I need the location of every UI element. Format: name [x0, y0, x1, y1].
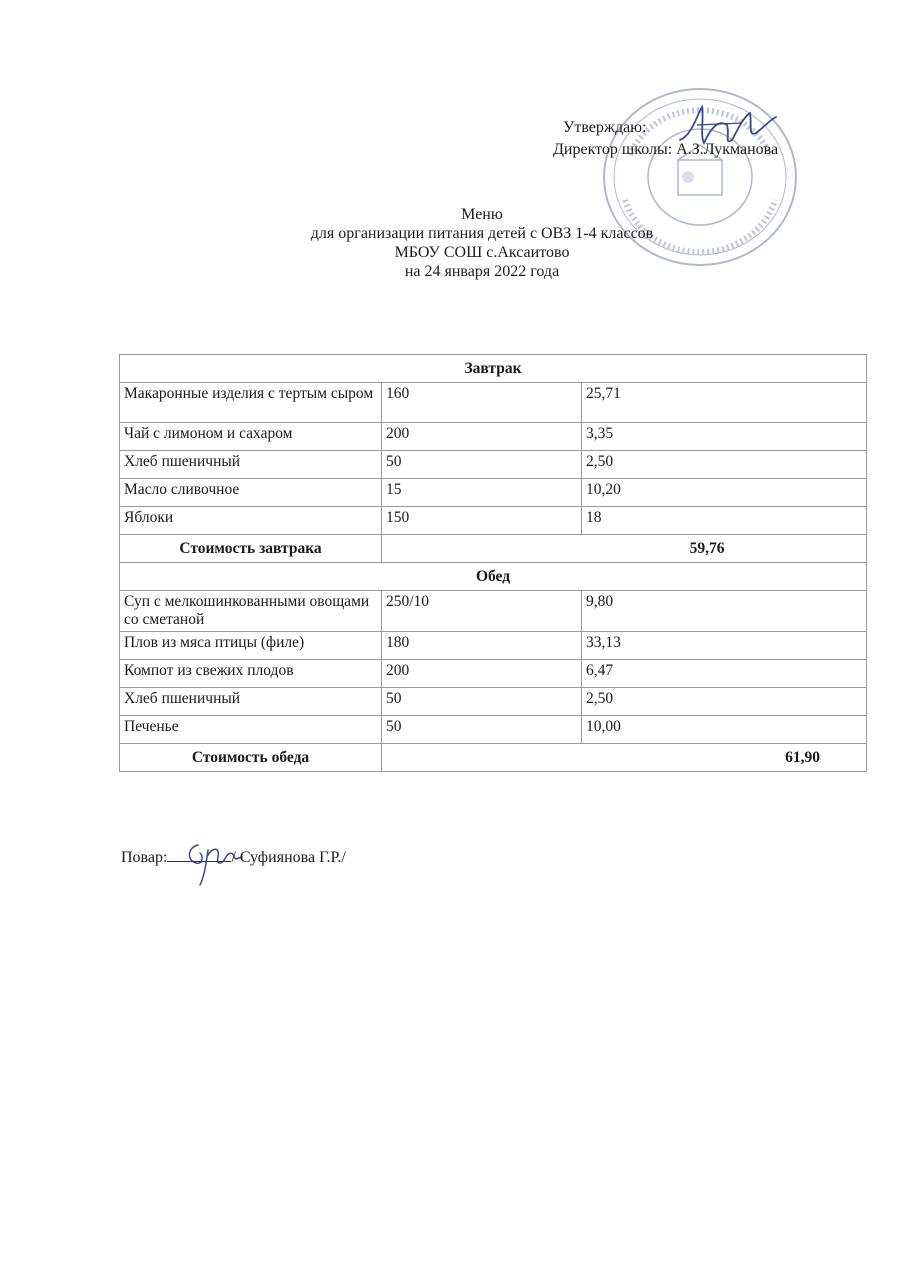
table-row — [120, 591, 867, 632]
dish-name: Хлеб пшеничный — [120, 688, 382, 716]
dish-name: Печенье — [120, 716, 382, 744]
dish-name: Масло сливочное — [120, 479, 382, 507]
dish-weight: 50 — [382, 451, 582, 479]
approval-block — [0, 115, 897, 175]
breakfast-total-row — [120, 535, 867, 563]
dish-price: 18 — [582, 507, 867, 535]
dish-price: 3,35 — [582, 423, 867, 451]
director-title: Директор школы: — [553, 141, 677, 158]
cook-name: / Суфиянова Г.Р./ — [231, 849, 346, 866]
dish-weight: 150 — [382, 507, 582, 535]
lunch-total-row — [120, 744, 867, 772]
dish-weight: 160 — [382, 383, 582, 423]
dish-price: 25,71 — [582, 383, 867, 423]
total-label: Стоимость завтрака — [120, 535, 382, 563]
dish-price: 6,47 — [582, 660, 867, 688]
dish-weight: 15 — [382, 479, 582, 507]
dish-weight: 200 — [382, 660, 582, 688]
dish-price: 9,80 — [582, 591, 867, 632]
dish-weight: 200 — [382, 423, 582, 451]
table-row — [120, 451, 867, 479]
dish-name: Макаронные изделия с тертым сыром — [120, 383, 382, 423]
dish-name: Плов из мяса птицы (филе) — [120, 632, 382, 660]
director-line — [553, 141, 778, 159]
section-header-lunch — [120, 563, 867, 591]
dish-weight: 180 — [382, 632, 582, 660]
document-heading — [0, 205, 897, 281]
table-row — [120, 507, 867, 535]
menu-table — [119, 354, 867, 772]
section-header-breakfast — [120, 355, 867, 383]
dish-name: Компот из свежих плодов — [120, 660, 382, 688]
dish-weight: 50 — [382, 688, 582, 716]
dish-name: Хлеб пшеничный — [120, 451, 382, 479]
table-row — [120, 688, 867, 716]
table-row — [120, 632, 867, 660]
approval-label — [563, 119, 647, 137]
total-value: 59,76 — [382, 535, 867, 563]
dish-price: 10,20 — [582, 479, 867, 507]
section-title: Обед — [120, 563, 867, 591]
table-row — [120, 479, 867, 507]
heading-school: МБОУ СОШ с.Аксаитово — [394, 244, 570, 261]
dish-name: Чай с лимоном и сахаром — [120, 423, 382, 451]
cook-line — [121, 847, 346, 867]
table-row — [120, 660, 867, 688]
table-row — [120, 423, 867, 451]
cook-label: Повар: — [121, 849, 168, 866]
dish-price: 10,00 — [582, 716, 867, 744]
total-label: Стоимость обеда — [120, 744, 382, 772]
heading-title: Меню — [461, 206, 503, 223]
director-name: А.З.Лукманова — [676, 141, 779, 158]
total-value: 61,90 — [382, 744, 867, 772]
dish-weight: 50 — [382, 716, 582, 744]
dish-price: 2,50 — [582, 688, 867, 716]
dish-name: Яблоки — [120, 507, 382, 535]
table-row — [120, 383, 867, 423]
approval-text: Утверждаю: — [563, 119, 647, 136]
heading-date: на 24 января 2022 года — [404, 263, 560, 280]
signature-line — [167, 847, 231, 862]
table-row — [120, 716, 867, 744]
dish-weight: 250/10 — [382, 591, 582, 632]
dish-name: Суп с мелкошинкованными овощами со сметаной — [120, 591, 382, 632]
dish-price: 33,13 — [582, 632, 867, 660]
heading-purpose: для организации питания детей с ОВЗ 1-4 классов — [310, 225, 654, 242]
section-title: Завтрак — [120, 355, 867, 383]
dish-price: 2,50 — [582, 451, 867, 479]
